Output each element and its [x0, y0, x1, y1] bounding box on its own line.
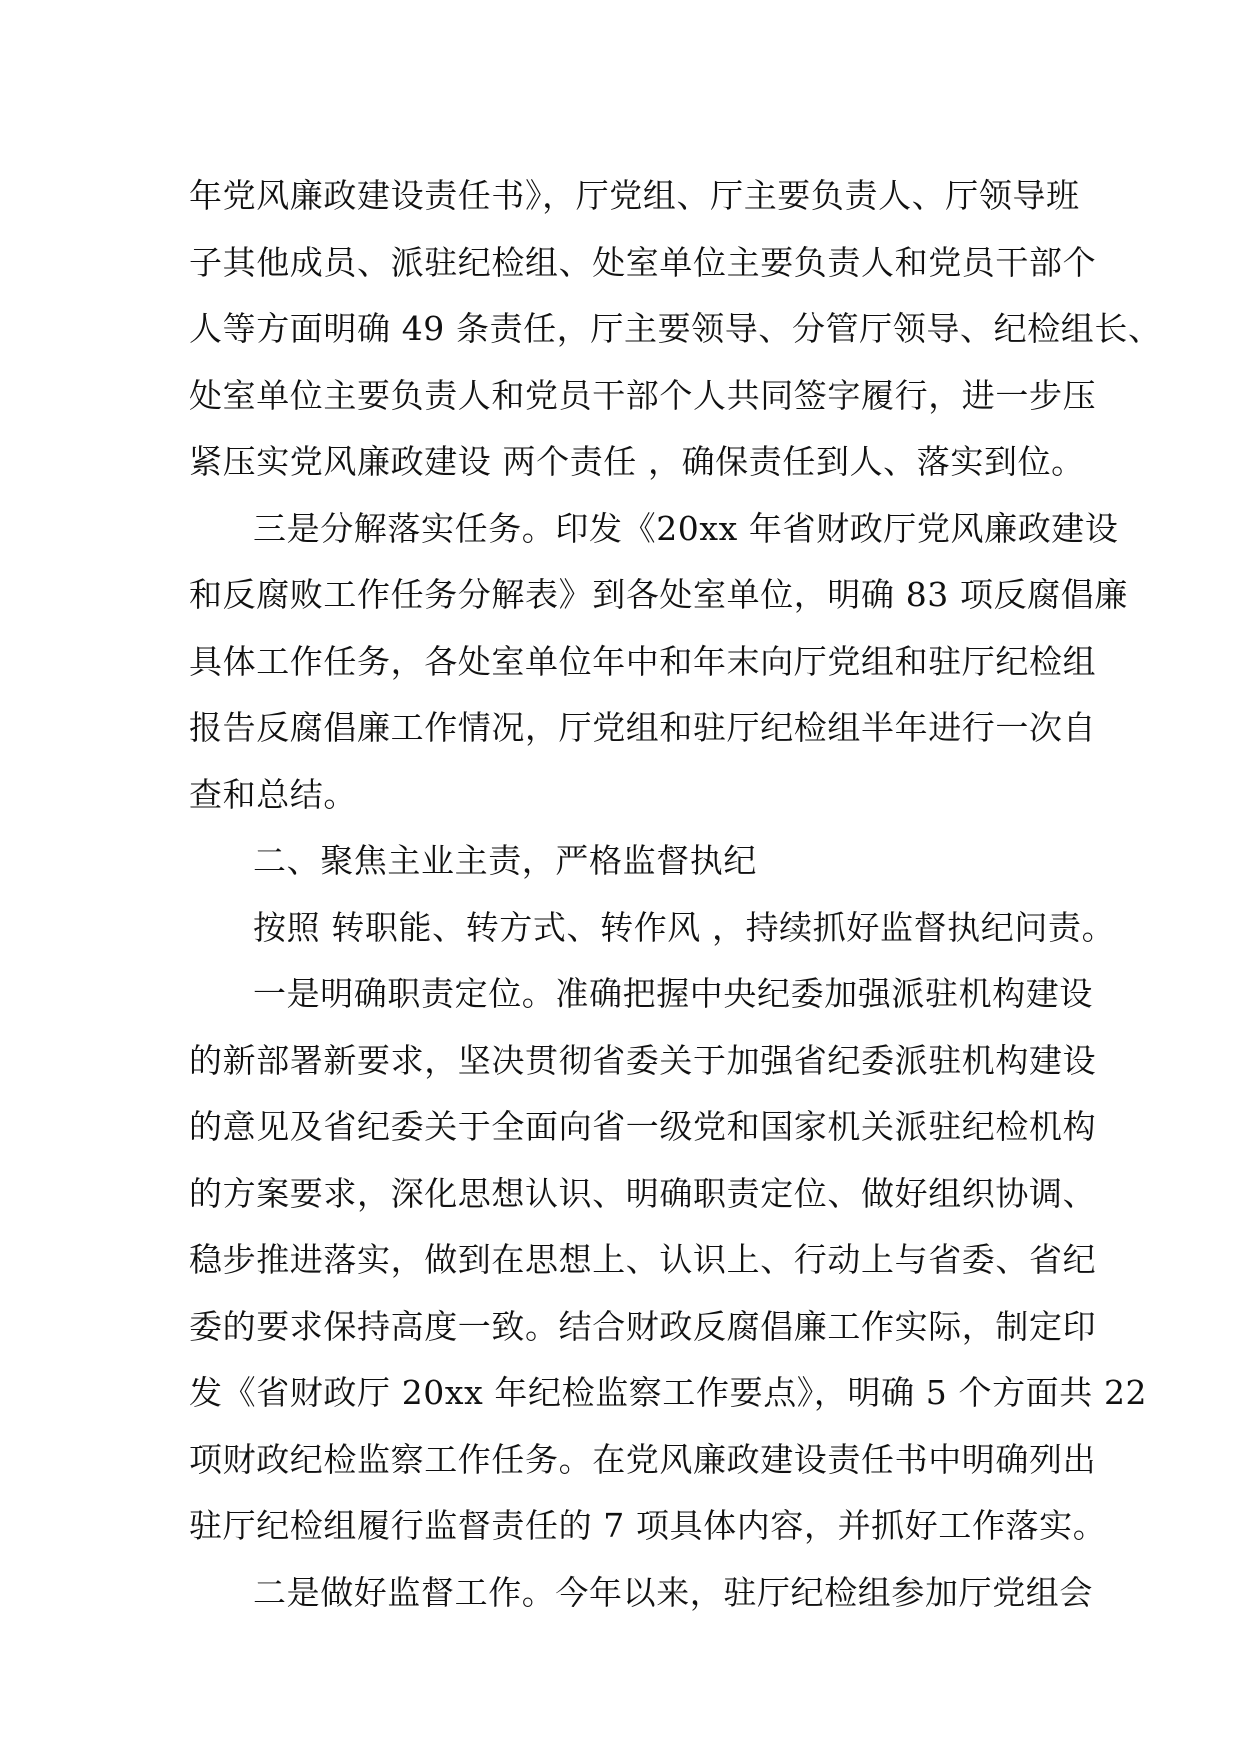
paragraph-start-line: 一是明确职责定位。准确把握中央纪委加强派驻机构建设 [253, 974, 1093, 1013]
text-line: 紧压实党风廉政建设 两个责任 ，确保责任到人、落实到位。 [189, 442, 1085, 481]
text-line: 报告反腐倡廉工作情况，厅党组和驻厅纪检组半年进行一次自 [189, 708, 1097, 747]
text-line: 处室单位主要负责人和党员干部个人共同签字履行，进一步压 [189, 375, 1097, 415]
paragraph-start-line: 三是分解落实任务。印发《20xx 年省财政厅党风廉政建设 [253, 508, 1119, 548]
text-line: 项财政纪检监察工作任务。在党风廉政建设责任书中明确列出 [189, 1439, 1097, 1479]
text-line: 查和总结。 [189, 774, 357, 814]
paragraph-start-line: 按照 转职能、转方式、转作风 ，持续抓好监督执纪问责。 [253, 907, 1116, 947]
text-line: 人等方面明确 49 条责任，厅主要领导、分管厅领导、纪检组长、 [189, 309, 1162, 348]
text-line: 和反腐败工作任务分解表》到各处室单位，明确 83 项反腐倡廉 [189, 575, 1128, 614]
paragraph-start-line: 二是做好监督工作。今年以来，驻厅纪检组参加厅党组会 [253, 1572, 1093, 1612]
text-line: 的方案要求，深化思想认识、明确职责定位、做好组织协调、 [189, 1173, 1097, 1213]
section-heading: 二、聚焦主业主责，严格监督执纪 [253, 841, 757, 880]
text-line: 驻厅纪检组履行监督责任的 7 项具体内容，并抓好工作落实。 [189, 1506, 1107, 1545]
text-line: 委的要求保持高度一致。结合财政反腐倡廉工作实际，制定印 [189, 1306, 1097, 1346]
text-line: 年党风廉政建设责任书》，厅党组、厅主要负责人、厅领导班 [189, 176, 1080, 215]
text-line: 具体工作任务，各处室单位年中和年末向厅党组和驻厅纪检组 [189, 641, 1097, 681]
document-body [189, 163, 1162, 1626]
text-line: 稳步推进落实，做到在思想上、认识上、行动上与省委、省纪 [189, 1240, 1097, 1279]
text-line: 的意见及省纪委关于全面向省一级党和国家机关派驻纪检机构 [189, 1107, 1097, 1146]
text-line: 子其他成员、派驻纪检组、处室单位主要负责人和党员干部个 [189, 242, 1097, 282]
text-line: 发《省财政厅 20xx 年纪检监察工作要点》，明确 5 个方面共 22 [189, 1373, 1148, 1412]
text-line: 的新部署新要求，坚决贯彻省委关于加强省纪委派驻机构建设 [189, 1040, 1097, 1080]
